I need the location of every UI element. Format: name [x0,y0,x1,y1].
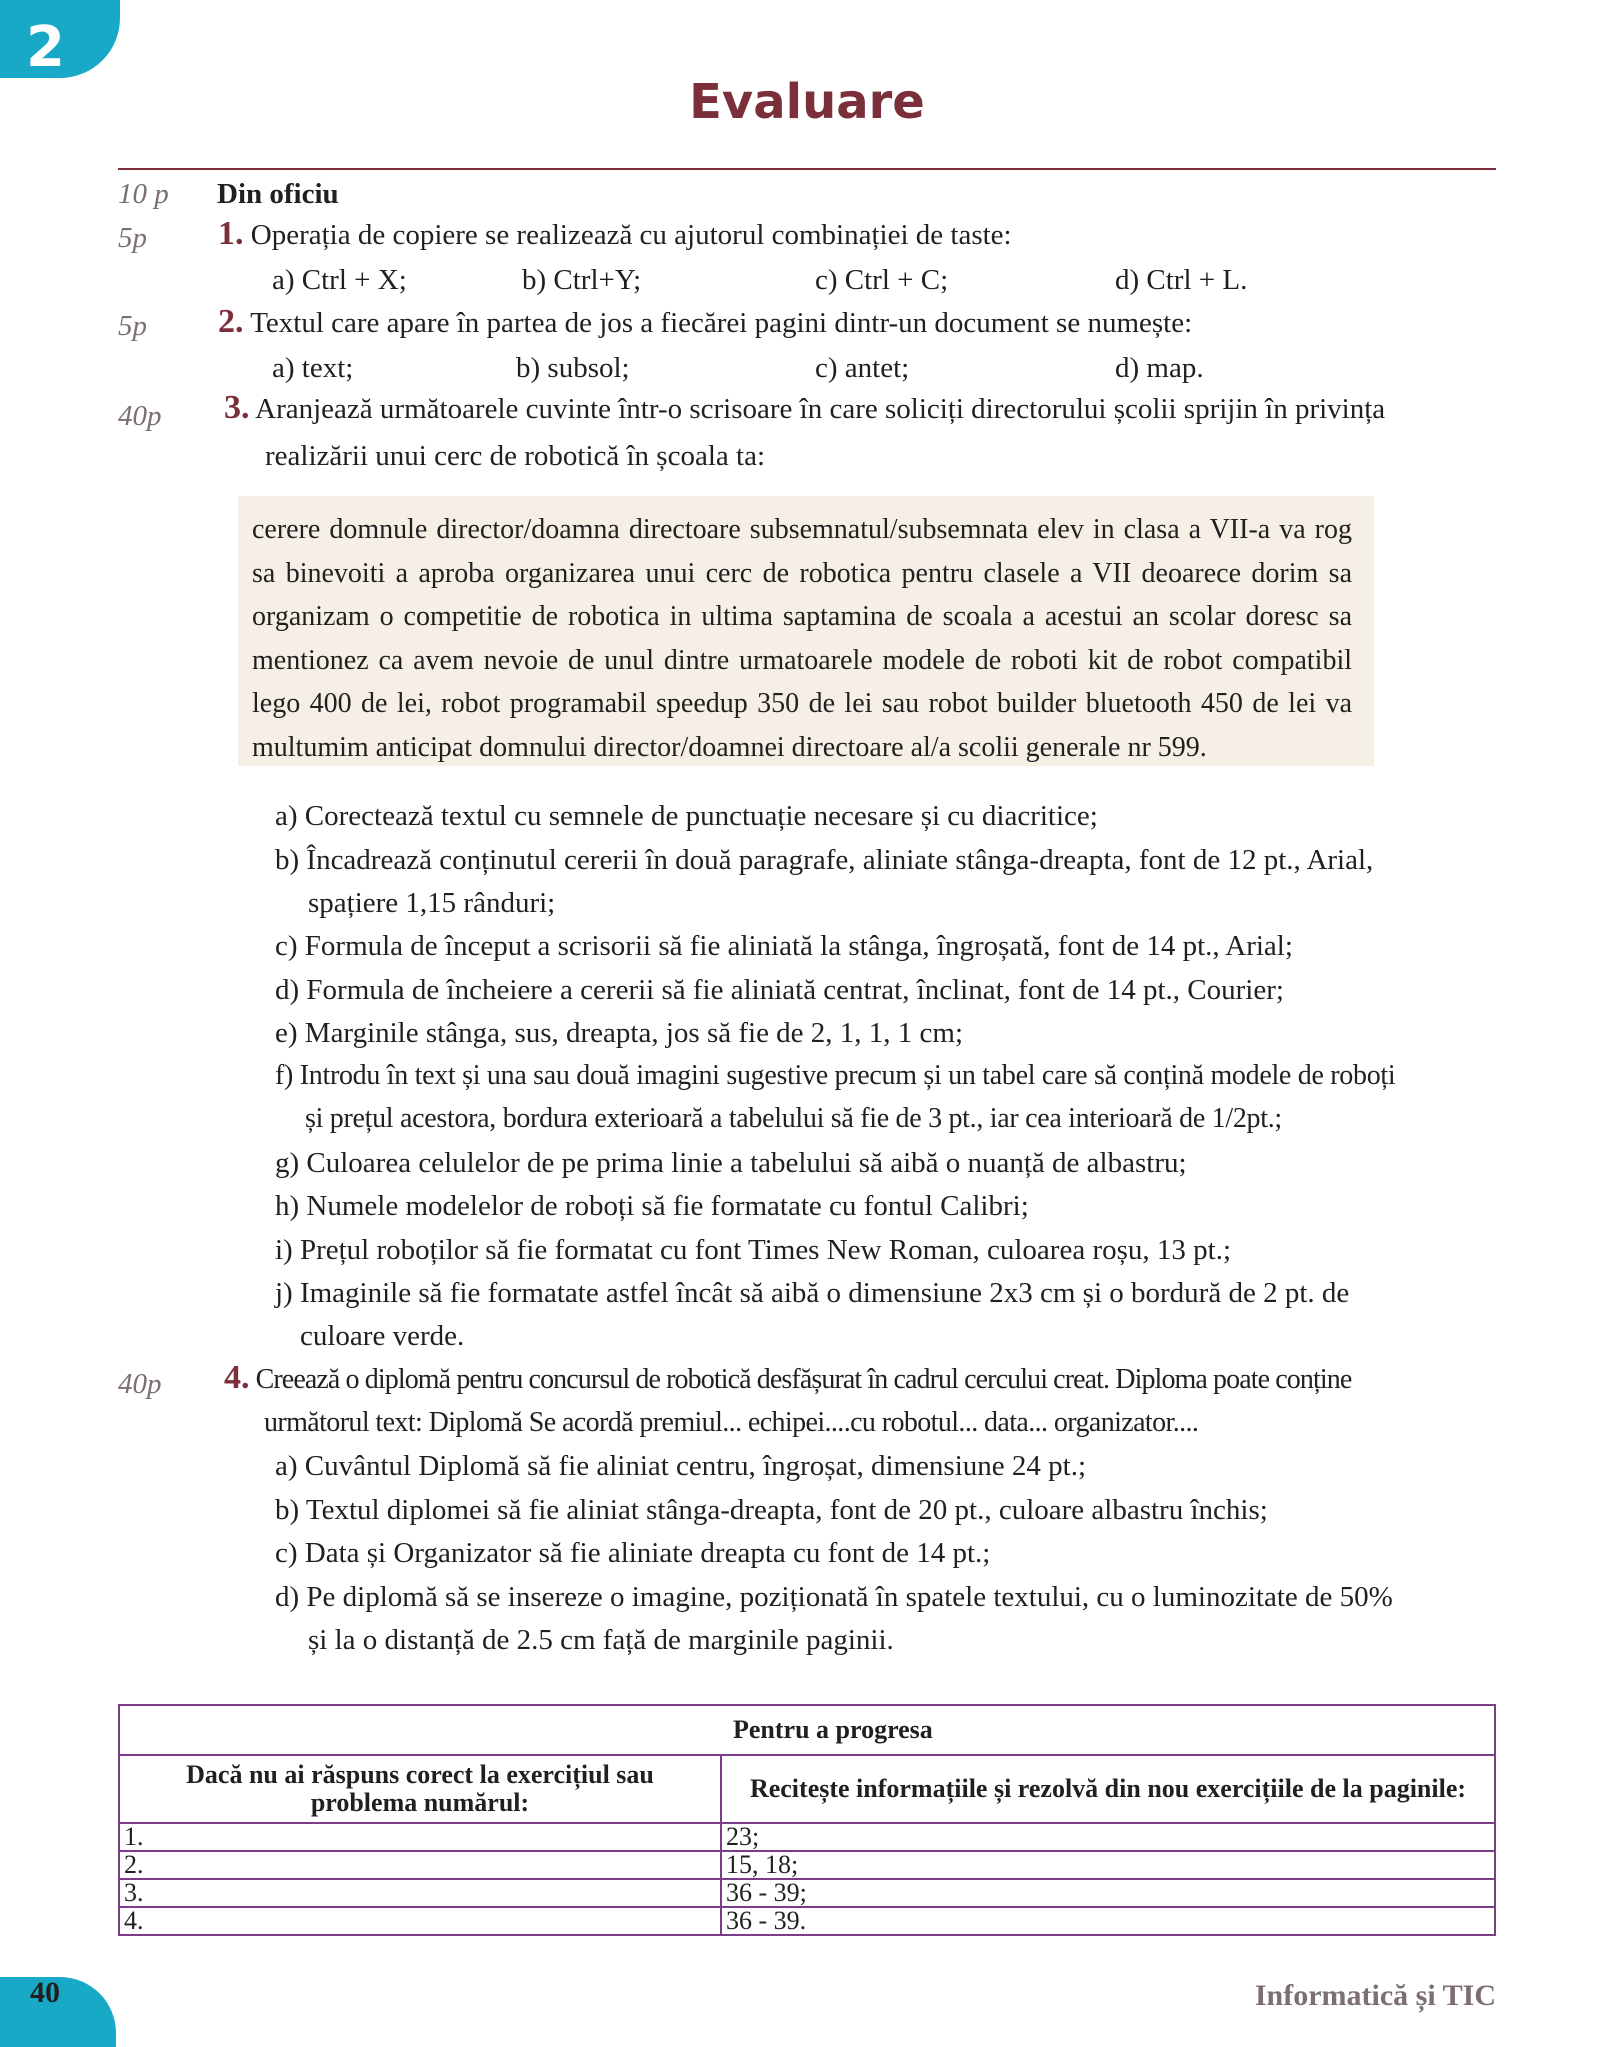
progress-col1-header: Dacă nu ai răspuns corect la exercițiul sau problema numărul: [119,1755,721,1823]
q3-item-e: e) Marginile stânga, sus, dreapta, jos să fie de 2, 1, 1, 1 cm; [275,1017,964,1049]
points-din-oficiu: 10 p [118,178,169,210]
q1-option-d: d) Ctrl + L. [1115,264,1248,296]
q3-item-c: c) Formula de început a scrisorii să fie aliniată la stânga, îngroșată, font de 14 pt., Arial; [275,930,1293,962]
q4-item-a: a) Cuvântul Diplomă să fie aliniat centru, îngroșat, dimensiune 24 pt.; [275,1450,1087,1482]
row-pages: 23; [721,1823,1495,1851]
title-rule [118,168,1496,170]
q4-item-c: c) Data și Organizator să fie aliniate dreapta cu font de 14 pt.; [275,1537,991,1569]
progress-table-header-row [119,1755,1495,1823]
question-3-text-line1: Aranjează următoarele cuvinte într-o scrisoare în care soliciți directorului școlii sprijin în privința [255,393,1386,425]
progress-table [118,1704,1496,1936]
row-pages: 15, 18; [721,1851,1495,1879]
question-4-number: 4. [224,1359,250,1396]
q2-option-d: d) map. [1115,352,1204,384]
question-2 [218,304,1192,341]
table-row [119,1907,1495,1935]
q3-item-j-line1: j) Imaginile să fie formatate astfel încât să aibă o dimensiune 2x3 cm și o bordură de 2 pt. de [275,1277,1350,1309]
q3-item-f-line2: și prețul acestora, bordura exterioară a tabelului să fie de 3 pt., iar cea interioară de 1/2pt.; [305,1103,1282,1134]
page-title: Evaluare [689,74,925,130]
progress-table-spacer [119,1705,721,1755]
q4-item-b: b) Textul diplomei să fie aliniat stânga-dreapta, font de 20 pt., culoare albastru închis; [275,1494,1268,1526]
question-4-text-line2: următorul text: Diplomă Se acordă premiul... echipei....cu robotul... data... organizator.... [264,1407,1199,1438]
din-oficiu-label: Din oficiu [217,178,339,210]
row-number: 4. [119,1907,721,1935]
row-pages: 36 - 39. [721,1907,1495,1935]
question-1-number: 1. [218,215,244,252]
chapter-number: 2 [26,15,65,80]
points-q3: 40p [118,400,162,432]
page-number: 40 [30,1976,60,2009]
question-2-number: 2. [218,303,244,340]
question-3-number: 3. [224,389,250,426]
letter-text-box [238,496,1374,766]
q3-item-h: h) Numele modelelor de roboți să fie formatate cu fontul Calibri; [275,1190,1029,1222]
progress-col2-header: Recitește informațiile și rezolvă din nou exercițiile de la paginile: [721,1755,1495,1823]
row-pages: 36 - 39; [721,1879,1495,1907]
q1-option-a: a) Ctrl + X; [272,264,407,296]
progress-table-title-row [119,1705,1495,1755]
question-1 [218,216,1012,253]
q3-item-b-line2: spațiere 1,15 rânduri; [308,887,556,919]
q3-item-d: d) Formula de încheiere a cererii să fie aliniată centrat, înclinat, font de 14 pt., Courier; [275,974,1284,1006]
question-4 [224,1360,1351,1398]
q2-option-a: a) text; [272,352,354,384]
q1-option-c: c) Ctrl + C; [815,264,949,296]
progress-table-title: Pentru a progresa [721,1705,1495,1755]
book-title: Informatică și TIC [1254,1979,1496,2012]
points-q2: 5p [118,310,147,342]
points-q1: 5p [118,222,147,254]
q2-option-c: c) antet; [815,352,910,384]
question-3-text-line2: realizării unui cerc de robotică în școala ta: [265,440,765,472]
q2-option-b: b) subsol; [516,352,630,384]
question-4-text-line1: Creează o diplomă pentru concursul de robotică desfășurat în cadrul cercului creat. Diploma poate conține [255,1364,1352,1395]
chapter-tab [0,0,120,78]
row-number: 1. [119,1823,721,1851]
q4-item-d-line1: d) Pe diplomă să se insereze o imagine, poziționată în spatele textului, cu o luminozitate de 50% [275,1581,1393,1613]
row-number: 2. [119,1851,721,1879]
table-row [119,1879,1495,1907]
q4-item-d-line2: și la o distanță de 2.5 cm față de marginile paginii. [308,1624,894,1656]
q3-item-g: g) Culoarea celulelor de pe prima linie a tabelului să aibă o nuanță de albastru; [275,1147,1187,1179]
points-q4: 40p [118,1368,162,1400]
q3-item-a: a) Corectează textul cu semnele de punctuație necesare și cu diacritice; [275,800,1098,832]
q1-option-b: b) Ctrl+Y; [522,264,642,296]
q3-item-j-line2: culoare verde. [300,1320,465,1352]
row-number: 3. [119,1879,721,1907]
table-row [119,1851,1495,1879]
q3-item-b-line1: b) Încadrează conținutul cererii în două paragrafe, aliniate stânga-dreapta, font de 12 pt., Arial, [275,844,1374,876]
q3-item-f-line1: f) Introdu în text și una sau două imagini sugestive precum și un tabel care să conțină modele de roboți [275,1060,1396,1091]
q3-item-i: i) Prețul roboților să fie formatat cu font Times New Roman, culoarea roșu, 13 pt.; [275,1234,1232,1266]
question-3 [224,390,1385,427]
table-row [119,1823,1495,1851]
letter-text: cerere domnule director/doamna directoare subsemnatul/subsemnata elev in clasa a VII-a va rog sa binevoiti a aproba organizarea unui cerc de robotica pentru clasele a VII deoarece dorim sa organizam o competitie de robotica in ultima saptamina de scoala a acestui an scolar doresc sa mentionez ca avem nevoie de unul dintre urmatoarele modele de roboti kit de robot compatibil lego 400 de lei, robot programabil speedup 350 de lei sau robot builder bluetooth 450 de lei va multumim anticipat domnului director/doamnei directoare al/a scolii generale nr 599. [252,514,1352,763]
question-2-text: Textul care apare în partea de jos a fiecărei pagini dintr-un document se numește: [250,307,1193,339]
question-1-text: Operația de copiere se realizează cu ajutorul combinației de taste: [250,219,1012,251]
